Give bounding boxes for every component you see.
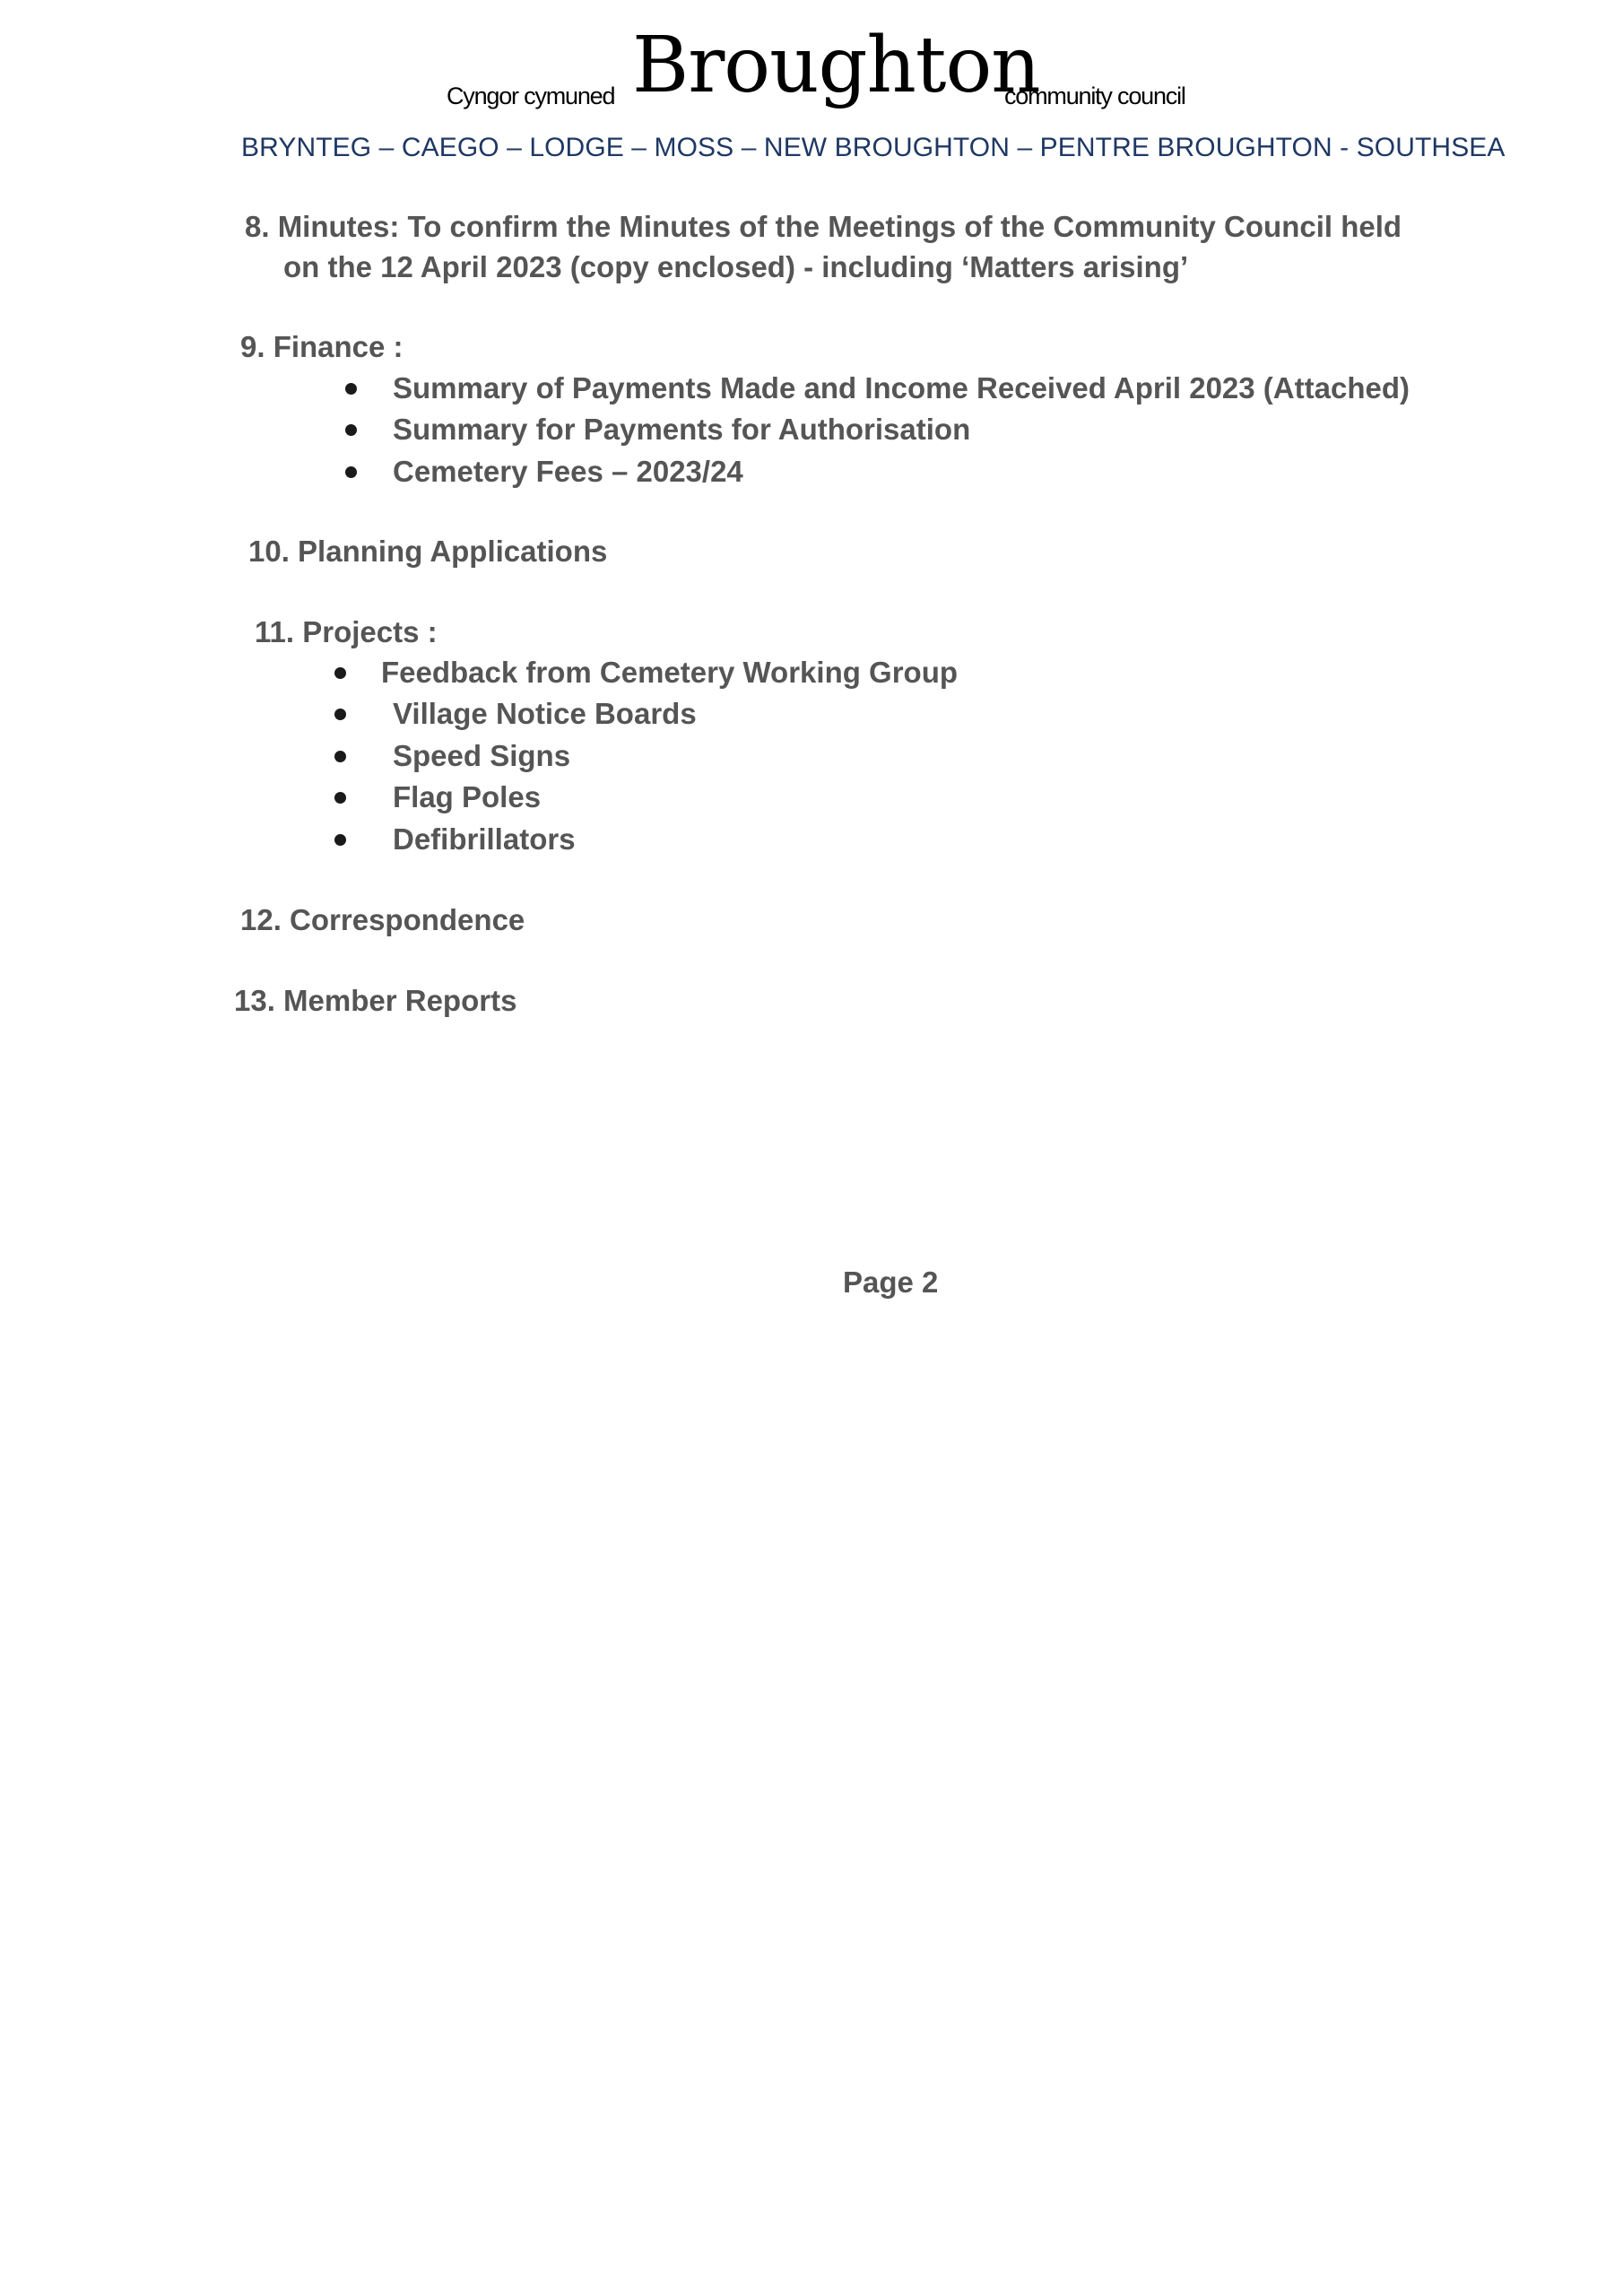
bullet-icon (334, 709, 346, 720)
letterhead-villages: BRYNTEG – CAEGO – LODGE – MOSS – NEW BROUGHTON – PENTRE BROUGHTON - SOUTHSEA (241, 133, 1506, 162)
bullet-icon (334, 751, 346, 762)
letterhead-english-text: community council (1004, 83, 1185, 109)
projects-item-2: Village Notice Boards (393, 697, 697, 730)
agenda-item-10-heading: 10. Planning Applications (248, 535, 608, 568)
agenda-item-8-line-2: on the 12 April 2023 (copy enclosed) - including ‘Matters arising’ (283, 250, 1189, 283)
bullet-icon (345, 424, 357, 436)
finance-item-3: Cemetery Fees – 2023/24 (393, 455, 743, 488)
bullet-icon (334, 792, 346, 804)
agenda-item-13-heading: 13. Member Reports (234, 984, 517, 1017)
agenda-item-9-heading: 9. Finance : (240, 330, 404, 363)
projects-item-1: Feedback from Cemetery Working Group (381, 656, 959, 689)
bullet-icon (345, 383, 357, 395)
projects-item-5: Defibrillators (393, 822, 576, 856)
finance-item-2: Summary for Payments for Authorisation (393, 413, 971, 446)
page-number: Page 2 (843, 1265, 939, 1299)
projects-item-3: Speed Signs (393, 739, 571, 772)
finance-item-1: Summary of Payments Made and Income Received April 2023 (Attached) (393, 371, 1410, 404)
letterhead (0, 21, 1623, 126)
bullet-icon (334, 834, 346, 846)
agenda-item-12-heading: 12. Correspondence (240, 903, 525, 936)
bullet-icon (334, 667, 346, 679)
agenda-item-8-line-1: 8. Minutes: To confirm the Minutes of the Meetings of the Community Council held (245, 210, 1402, 243)
agenda-item-11-heading: 11. Projects : (255, 615, 438, 648)
bullet-icon (345, 466, 357, 478)
projects-item-4: Flag Poles (393, 780, 542, 813)
letterhead-welsh-text: Cyngor cymuned (447, 83, 615, 109)
letterhead-council-name: Broughton (632, 21, 1040, 110)
